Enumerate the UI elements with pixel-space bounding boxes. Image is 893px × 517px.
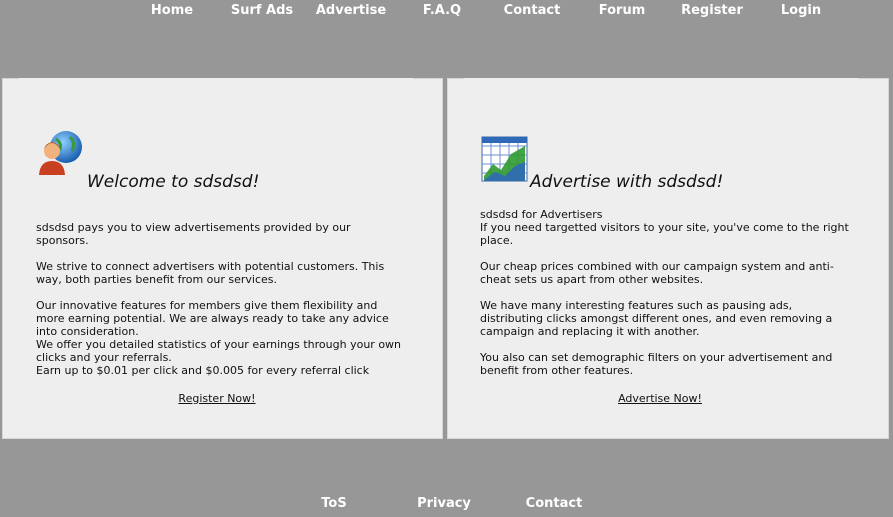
nav-advertise[interactable]: Advertise	[315, 3, 387, 18]
top-nav	[0, 0, 893, 24]
advertise-p2: Our cheap prices combined with our campaign system and anti-cheat sets us apart from other websites.	[480, 260, 834, 286]
advertise-title: Advertise with sdsdsd!	[530, 172, 724, 192]
panel-tab	[464, 78, 858, 88]
advertise-p1b: If you need targetted visitors to your site, you've come to the right place.	[480, 221, 849, 247]
nav-register[interactable]: Register	[681, 3, 743, 18]
footer-privacy[interactable]: Privacy	[417, 496, 471, 511]
register-now-link[interactable]: Register Now!	[178, 392, 256, 405]
advertise-now-link[interactable]: Advertise Now!	[618, 392, 702, 405]
panel-tab	[19, 78, 413, 88]
nav-surf-ads[interactable]: Surf Ads	[230, 3, 294, 18]
footer-tos[interactable]: ToS	[321, 496, 347, 511]
advertise-p4: You also can set demographic filters on your advertisement and benefit from other features.	[480, 351, 833, 377]
chart-icon	[481, 136, 529, 182]
welcome-title: Welcome to sdsdsd!	[87, 172, 260, 192]
welcome-p5: Earn up to $0.01 per click and $0.005 for every referral click	[36, 364, 370, 377]
welcome-p1: sdsdsd pays you to view advertisements provided by our sponsors.	[36, 221, 351, 247]
user-globe-icon	[36, 129, 84, 177]
welcome-panel	[2, 78, 443, 439]
footer-contact[interactable]: Contact	[525, 496, 583, 511]
welcome-p2: We strive to connect advertisers with potential customers. This way, both parties benefit from our services.	[36, 260, 385, 286]
advertise-text	[480, 208, 850, 377]
welcome-p4: We offer you detailed statistics of your earnings through your own clicks and your referrals.	[36, 338, 402, 364]
welcome-p3: Our innovative features for members give them flexibility and more earning potential. We are always ready to take any advice into consideration.	[36, 299, 389, 338]
advertise-p3: We have many interesting features such as pausing ads, distributing clicks amongst different ones, and even removing a campaign and replacing it with another.	[480, 299, 833, 338]
advertise-p1a: sdsdsd for Advertisers	[480, 208, 603, 221]
nav-faq[interactable]: F.A.Q	[422, 3, 462, 18]
nav-forum[interactable]: Forum	[598, 3, 646, 18]
nav-login[interactable]: Login	[780, 3, 822, 18]
nav-home[interactable]: Home	[150, 3, 194, 18]
advertise-panel	[447, 78, 889, 439]
nav-contact[interactable]: Contact	[503, 3, 561, 18]
welcome-text	[36, 221, 406, 377]
